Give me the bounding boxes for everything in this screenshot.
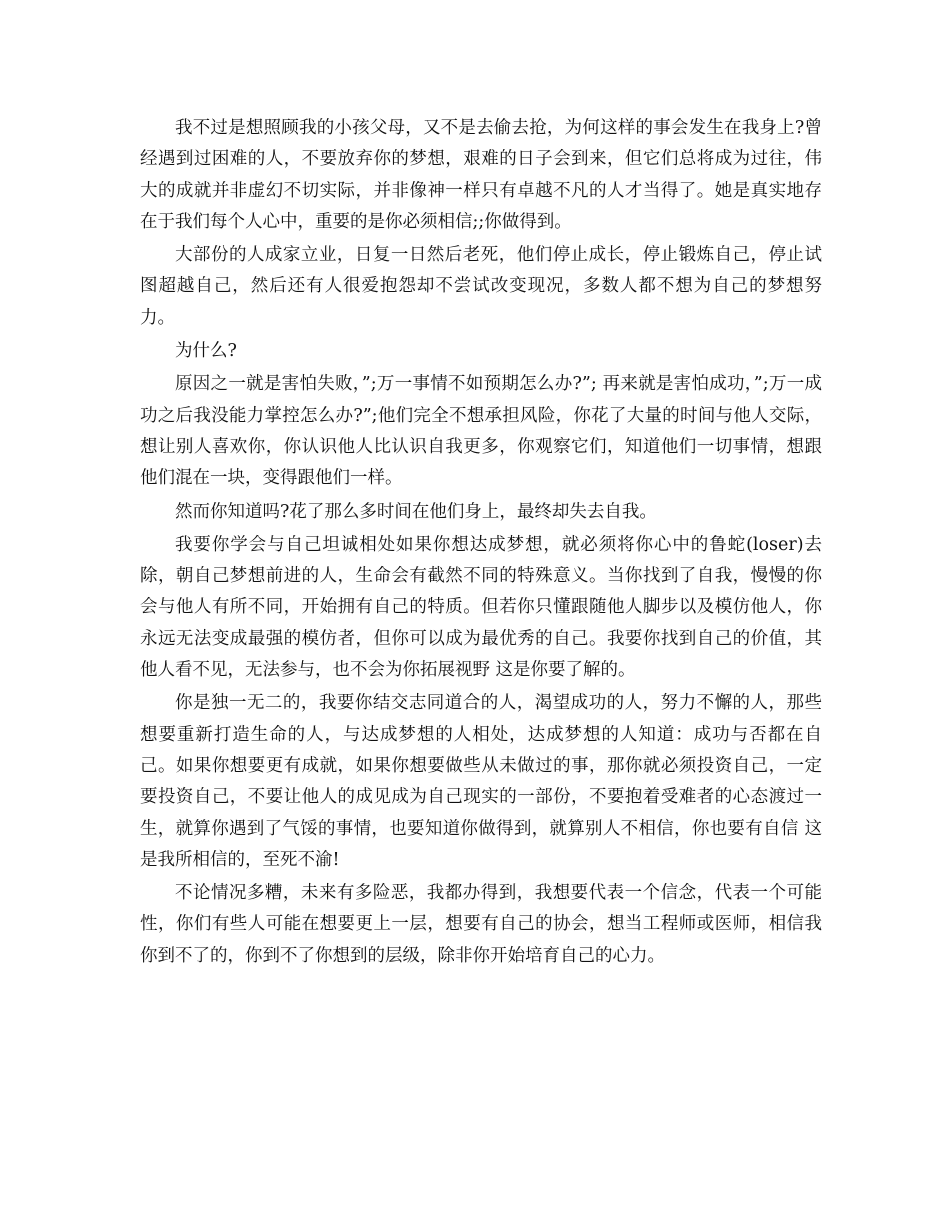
- paragraph: 然而你知道吗?花了那么多时间在他们身上，最终却失去自我。: [175, 501, 657, 522]
- paragraph: 为什么?: [175, 341, 237, 362]
- document-body: [140, 113, 822, 974]
- paragraph: 我不过是想照顾我的小孩父母，又不是去偷去抢，为何这样的事会发生在我身上?曾经遇到过困难的人，不要放弃你的梦想，艰难的日子会到来，但它们总将成为过往，伟大的成就并非虚幻不切实际，并非像神一样只有卓越不凡的人才当得了。她是真实地存在于我们每个人心中，重要的是你必须相信;;你做得到。: [140, 118, 822, 232]
- paragraph: 我要你学会与自己坦诚相处如果你想达成梦想，就必须将你心中的鲁蛇(loser)去除，朝自己梦想前进的人，生命会有截然不同的特殊意义。当你找到了自我，慢慢的你会与他人有所不同，开始拥有自己的特质。但若你只懂跟随他人脚步以及模仿他人，你永远无法变成最强的模仿者，但你可以成为最优秀的自己。我要你找到自己的价值，其他人看不见，无法参与，也不会为你拓展视野 这是你要了解的。: [140, 534, 822, 681]
- paragraph: 原因之一就是害怕失败，”;万一事情不如预期怎么办?”; 再来就是害怕成功，”;万一成功之后我没能力掌控怎么办?”;他们完全不想承担风险，你花了大量的时间与他人交际，想让别人喜欢你，你认识他人比认识自我更多，你观察它们，知道他们一切事情，想跟他们混在一块，变得跟他们一样。: [140, 374, 822, 489]
- paragraph: 不论情况多糟，未来有多险恶，我都办得到，我想要代表一个信念，代表一个可能性，你们有些人可能在想要更上一层，想要有自己的协会，想当工程师或医师，相信我你到不了的，你到不了你想到的层级，除非你开始培育自己的心力。: [140, 883, 822, 966]
- paragraph: 你是独一无二的，我要你结交志同道合的人，渴望成功的人，努力不懈的人，那些想要重新打造生命的人，与达成梦想的人相处，达成梦想的人知道：成功与否都在自己。如果你想要更有成就，如果你想要做些从未做过的事，那你就必须投资自己，一定要投资自己，不要让他人的成见成为自己现实的一部份，不要抱着受难者的心态渡过一生，就算你遇到了气馁的事情，也要知道你做得到，就算别人不相信，你也要有自信 这是我所相信的，至死不渝!: [140, 693, 822, 870]
- paragraph: 大部份的人成家立业，日复一日然后老死，他们停止成长，停止锻炼自己，停止试图超越自己，然后还有人很爱抱怨却不尝试改变现况，多数人都不想为自己的梦想努力。: [140, 245, 822, 328]
